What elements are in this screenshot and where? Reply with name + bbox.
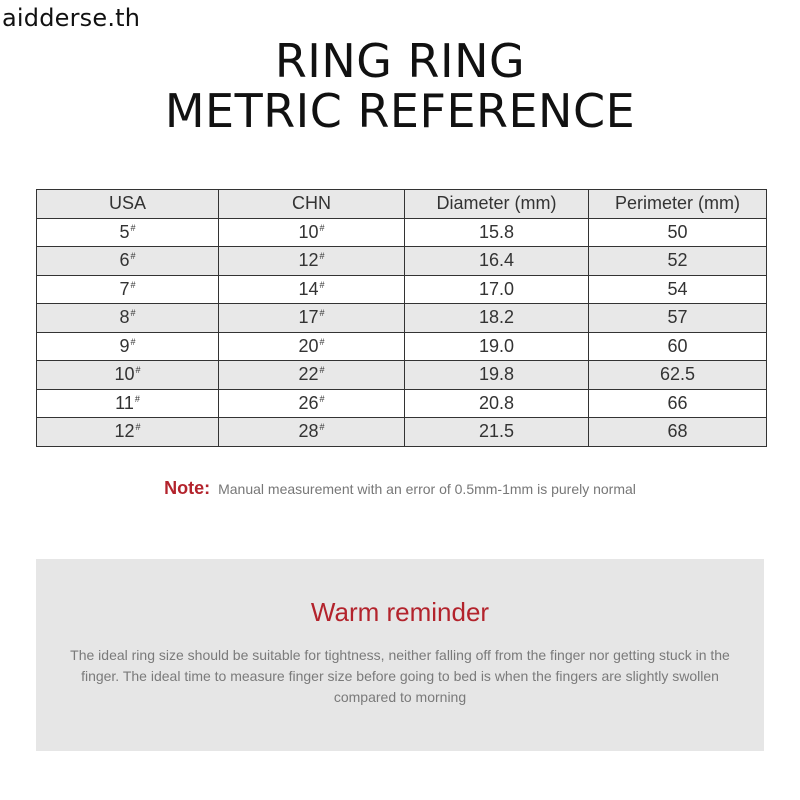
reminder-title: Warm reminder	[310, 597, 490, 627]
cell-chn: 10#	[219, 218, 405, 247]
cell-perimeter: 62.5	[589, 361, 767, 390]
cell-diameter: 16.4	[405, 247, 589, 276]
cell-usa: 6#	[37, 247, 219, 276]
measurement-note	[0, 478, 800, 499]
reminder-body: The ideal ring size should be suitable for tightness, neither falling off from the finger nor getting stuck in the finger. The ideal time to measure finger size before going to bed is when the fingers are slightly swollen compared to morning	[70, 647, 730, 705]
cell-perimeter: 60	[589, 332, 767, 361]
cell-perimeter: 54	[589, 275, 767, 304]
cell-usa: 5#	[37, 218, 219, 247]
cell-perimeter: 68	[589, 418, 767, 447]
cell-chn: 20#	[219, 332, 405, 361]
page-title-line-1: RING RING	[274, 34, 526, 88]
cell-diameter: 19.8	[405, 361, 589, 390]
table-row	[37, 218, 767, 247]
note-text: Manual measurement with an error of 0.5mm-1mm is purely normal	[218, 481, 636, 497]
cell-usa: 10#	[37, 361, 219, 390]
cell-diameter: 17.0	[405, 275, 589, 304]
cell-chn: 14#	[219, 275, 405, 304]
table-row	[37, 418, 767, 447]
cell-diameter: 15.8	[405, 218, 589, 247]
cell-perimeter: 57	[589, 304, 767, 333]
cell-usa: 7#	[37, 275, 219, 304]
cell-chn: 22#	[219, 361, 405, 390]
page-title-line-2: METRIC REFERENCE	[164, 84, 636, 138]
header-perimeter: Perimeter (mm)	[589, 190, 767, 219]
cell-chn: 12#	[219, 247, 405, 276]
table-row	[37, 304, 767, 333]
ring-size-table	[36, 189, 767, 447]
cell-perimeter: 66	[589, 389, 767, 418]
cell-chn: 26#	[219, 389, 405, 418]
header-diameter: Diameter (mm)	[405, 190, 589, 219]
cell-diameter: 18.2	[405, 304, 589, 333]
cell-perimeter: 50	[589, 218, 767, 247]
table-row	[37, 247, 767, 276]
watermark-text: aidderse.th	[2, 4, 141, 32]
note-label: Note:	[164, 478, 211, 498]
cell-diameter: 20.8	[405, 389, 589, 418]
cell-diameter: 21.5	[405, 418, 589, 447]
cell-usa: 8#	[37, 304, 219, 333]
table-row	[37, 275, 767, 304]
cell-diameter: 19.0	[405, 332, 589, 361]
table-row	[37, 361, 767, 390]
cell-usa: 11#	[37, 389, 219, 418]
table-row	[37, 332, 767, 361]
cell-perimeter: 52	[589, 247, 767, 276]
cell-chn: 28#	[219, 418, 405, 447]
table-header-row	[37, 190, 767, 219]
header-usa: USA	[37, 190, 219, 219]
table-row	[37, 389, 767, 418]
cell-usa: 9#	[37, 332, 219, 361]
cell-chn: 17#	[219, 304, 405, 333]
header-chn: CHN	[219, 190, 405, 219]
cell-usa: 12#	[37, 418, 219, 447]
warm-reminder-panel	[36, 559, 764, 751]
